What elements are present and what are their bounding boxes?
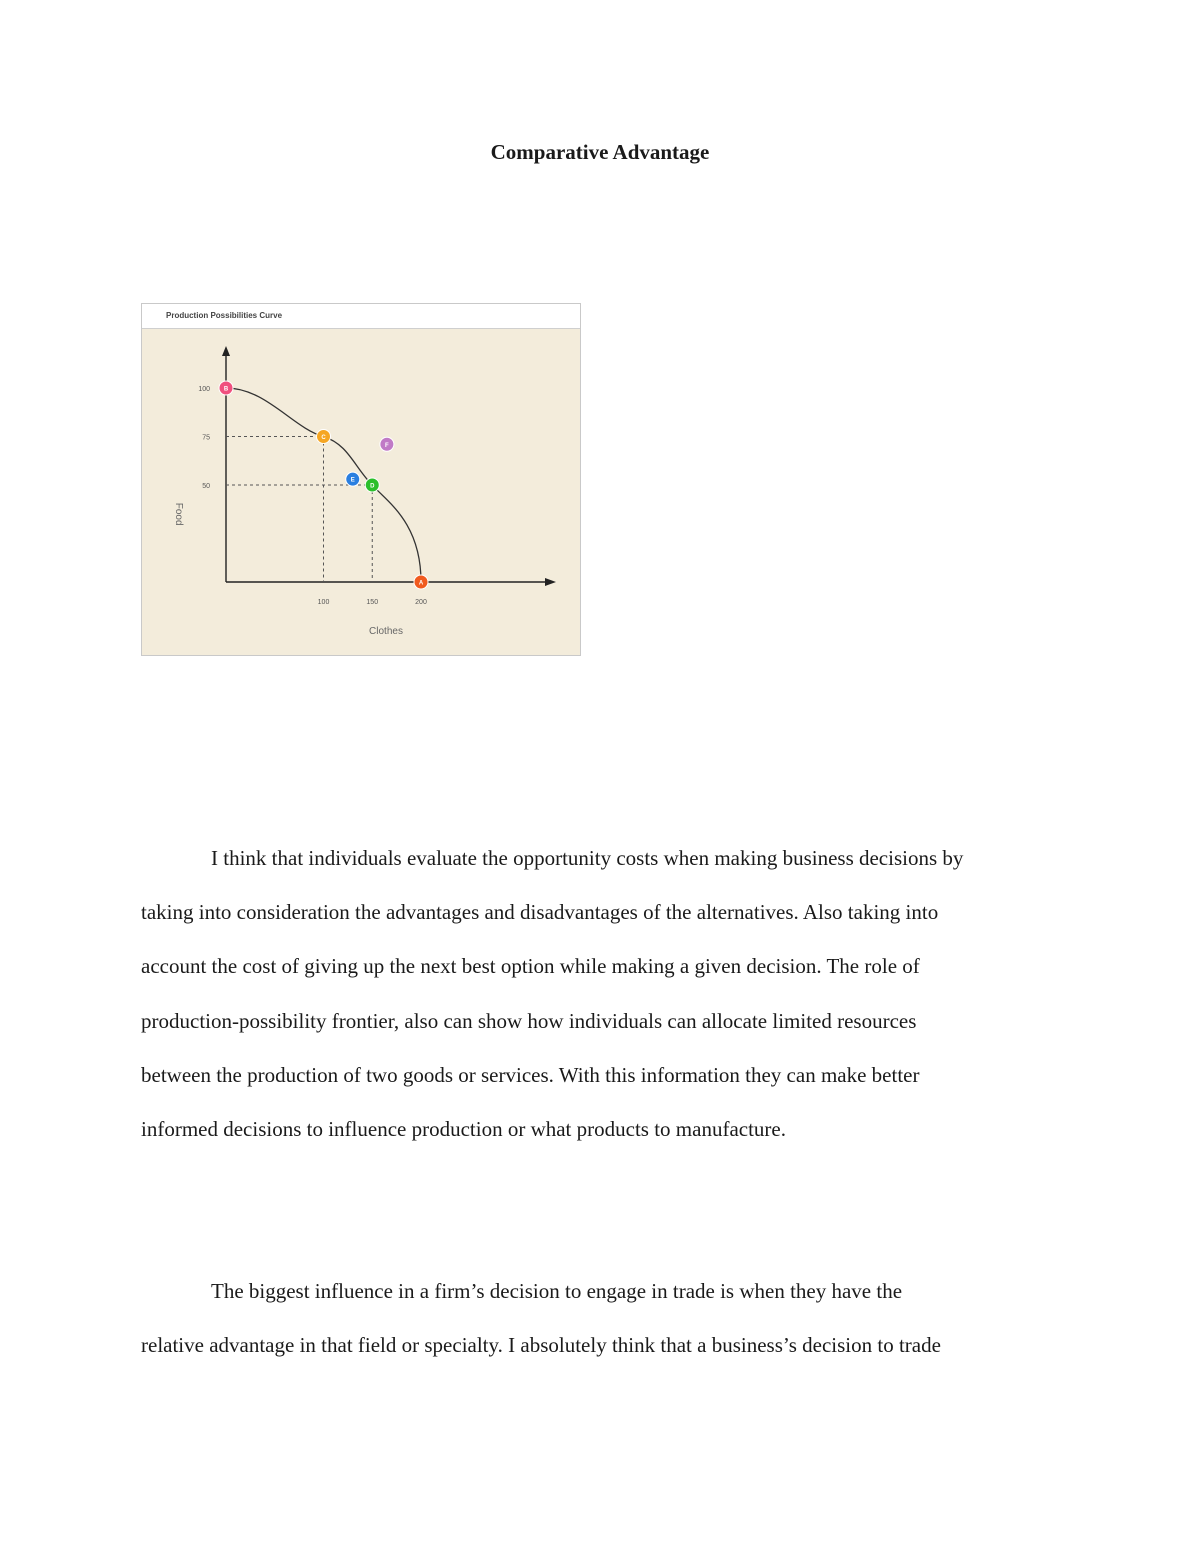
paragraph-line: relative advantage in that field or specialty. I absolutely think that a business’s decision to trade bbox=[141, 1333, 941, 1358]
x-axis-title: Clothes bbox=[369, 626, 403, 637]
y-tick-label: 100 bbox=[198, 386, 210, 393]
document-title: Comparative Advantage bbox=[490, 140, 710, 164]
x-axis-arrow-icon bbox=[545, 578, 556, 586]
paragraph-line: production-possibility frontier, also can show how individuals can allocate limited resources bbox=[141, 1008, 917, 1033]
y-tick-label: 75 bbox=[202, 434, 210, 442]
x-tick-label: 150 bbox=[366, 599, 379, 606]
paragraph-1 bbox=[141, 831, 1061, 1156]
ppc-chart bbox=[142, 304, 582, 657]
point-label: E bbox=[350, 477, 355, 484]
paragraph-line bbox=[141, 1264, 1061, 1318]
point-label: B bbox=[223, 386, 229, 393]
paragraph-line: account the cost of giving up the next best option while making a given decision. The role of bbox=[141, 954, 920, 979]
y-axis-arrow-icon bbox=[222, 346, 230, 356]
paragraph-line: taking into consideration the advantages and disadvantages of the alternatives. Also taking into bbox=[141, 900, 939, 925]
x-tick-label: 100 bbox=[317, 599, 330, 606]
x-tick-label: 200 bbox=[415, 599, 427, 606]
y-axis-title: Food bbox=[173, 502, 184, 526]
line-text: I think that individuals evaluate the opportunity costs when making business decisions by bbox=[211, 846, 964, 870]
paragraph-line: informed decisions to influence production or what products to manufacture. bbox=[141, 1117, 786, 1142]
paragraph-2 bbox=[141, 1264, 1061, 1372]
y-tick-label: 50 bbox=[202, 483, 210, 490]
point-label: A bbox=[418, 580, 424, 587]
paragraph-line: between the production of two goods or services. With this information they can make better bbox=[141, 1062, 920, 1087]
point-label: D bbox=[370, 483, 375, 490]
ppc-figure bbox=[141, 303, 581, 656]
line-text: The biggest influence in a firm’s decision to engage in trade is when they have the bbox=[211, 1279, 903, 1303]
figure-header: Production Possibilities Curve bbox=[142, 304, 580, 329]
point-label: C bbox=[321, 435, 326, 441]
paragraph-line bbox=[141, 831, 1061, 885]
point-label: F bbox=[385, 442, 389, 449]
